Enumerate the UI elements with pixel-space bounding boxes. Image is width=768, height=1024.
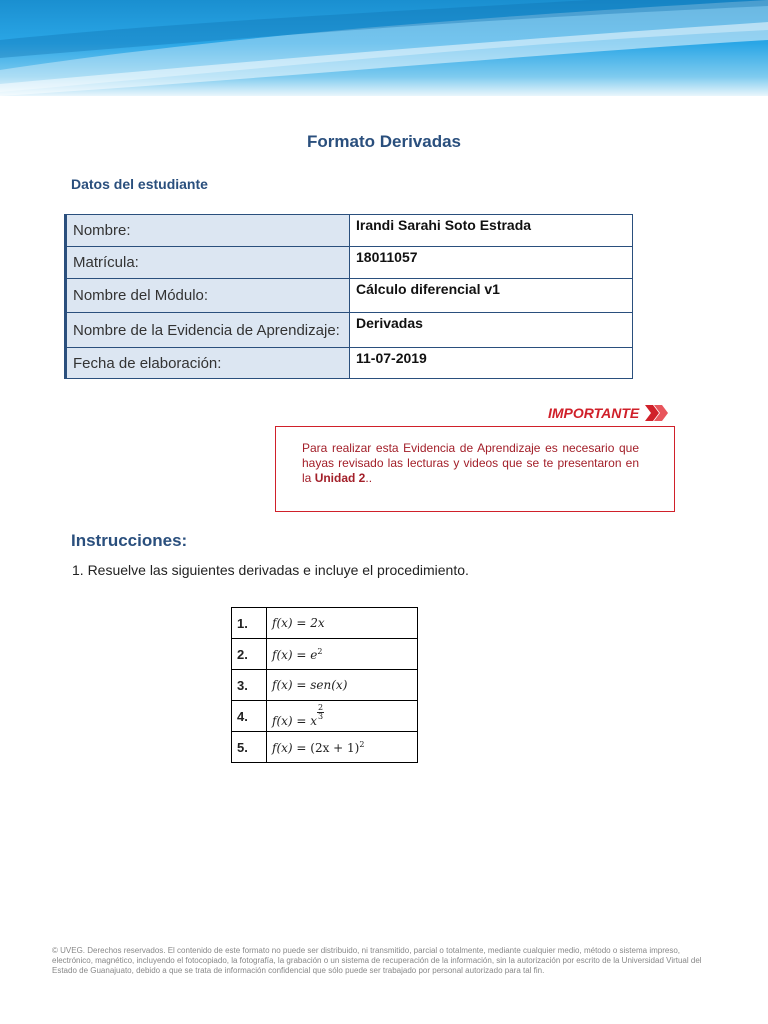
exercise-expression xyxy=(267,670,418,701)
expr-exponent: 2 xyxy=(317,646,323,656)
expr-exponent: 2 xyxy=(359,739,365,749)
field-value-nombre: Irandi Sarahi Soto Estrada xyxy=(350,215,633,247)
table-row xyxy=(232,670,418,701)
expr-lhs: f(x) = xyxy=(272,647,311,662)
expr-body: 2x xyxy=(310,616,325,630)
field-value-modulo: Cálculo diferencial v1 xyxy=(350,279,633,313)
exercise-number: 1. xyxy=(232,608,267,639)
field-value-fecha: 11-07-2019 xyxy=(350,348,633,379)
instructions-text: 1. Resuelve las siguientes derivadas e incluye el procedimiento. xyxy=(72,562,469,578)
importante-badge xyxy=(548,402,671,424)
table-row xyxy=(232,701,418,732)
exercise-number: 3. xyxy=(232,670,267,701)
expr-body: sen(x) xyxy=(310,678,348,692)
expr-lhs: f(x) = xyxy=(272,616,311,630)
table-row xyxy=(232,608,418,639)
expr-lhs: f(x) = xyxy=(272,678,311,692)
field-value-matricula: 18011057 xyxy=(350,247,633,279)
fraction-numerator: 2 xyxy=(318,703,324,712)
table-row xyxy=(66,348,633,379)
table-row xyxy=(66,279,633,313)
importante-unit-name: Unidad 2 xyxy=(314,471,366,485)
exercises-table xyxy=(231,607,418,763)
expr-base: (2x + 1) xyxy=(310,740,360,755)
field-label-fecha: Fecha de elaboración: xyxy=(66,348,350,379)
exercise-expression xyxy=(267,608,418,639)
table-row xyxy=(232,732,418,763)
exercise-expression xyxy=(267,639,418,670)
expr-fraction-exponent xyxy=(317,704,324,721)
field-label-matricula: Matrícula: xyxy=(66,247,350,279)
exercise-number: 2. xyxy=(232,639,267,670)
exercise-number: 4. xyxy=(232,701,267,732)
importante-text xyxy=(302,441,639,486)
importante-text-end: .. xyxy=(365,471,373,485)
importante-text-main: Para realizar esta Evidencia de Aprendizaje es necesario que hayas revisado las lecturas y videos que se te presentaron en la xyxy=(302,441,639,485)
banner-wave-graphic xyxy=(0,0,768,96)
expr-base: e xyxy=(310,647,318,662)
field-label-nombre: Nombre: xyxy=(66,215,350,247)
copyright-footer: © UVEG. Derechos reservados. El contenido de este formato no puede ser distribuido, ni transmitido, parcial o totalmente, mediante cualquier medio, método o sistema impreso, electrónico, magnético, incluyendo el fotocopiado, la fotografía, la grabación o un sistema de recuperación de la información, sin la autorización por escrito de la Universidad Virtual del Estado de Guanajuato, debido a que se trata de información confidencial que sólo puede ser trabajado por personal autorizado para tal fin. xyxy=(52,946,702,975)
table-row xyxy=(66,215,633,247)
exercise-number: 5. xyxy=(232,732,267,763)
instructions-heading: Instrucciones: xyxy=(71,531,188,550)
field-label-evidencia: Nombre de la Evidencia de Aprendizaje: xyxy=(66,313,350,348)
header-banner xyxy=(0,0,768,96)
fraction-denominator: 3 xyxy=(318,712,324,721)
student-data-heading: Datos del estudiante xyxy=(71,176,208,192)
expr-base: x xyxy=(310,714,318,728)
student-info-table xyxy=(64,214,633,379)
field-label-modulo: Nombre del Módulo: xyxy=(66,279,350,313)
table-row xyxy=(232,639,418,670)
table-row xyxy=(66,313,633,348)
importante-label: IMPORTANTE xyxy=(548,405,640,421)
exercise-expression xyxy=(267,701,418,732)
page-title: Formato Derivadas xyxy=(307,132,461,151)
table-row xyxy=(66,247,633,279)
field-value-evidencia: Derivadas xyxy=(350,313,633,348)
expr-lhs: f(x) = xyxy=(272,714,311,728)
expr-lhs: f(x) = xyxy=(272,740,311,755)
exercise-expression xyxy=(267,732,418,763)
double-chevron-right-icon xyxy=(643,402,671,424)
